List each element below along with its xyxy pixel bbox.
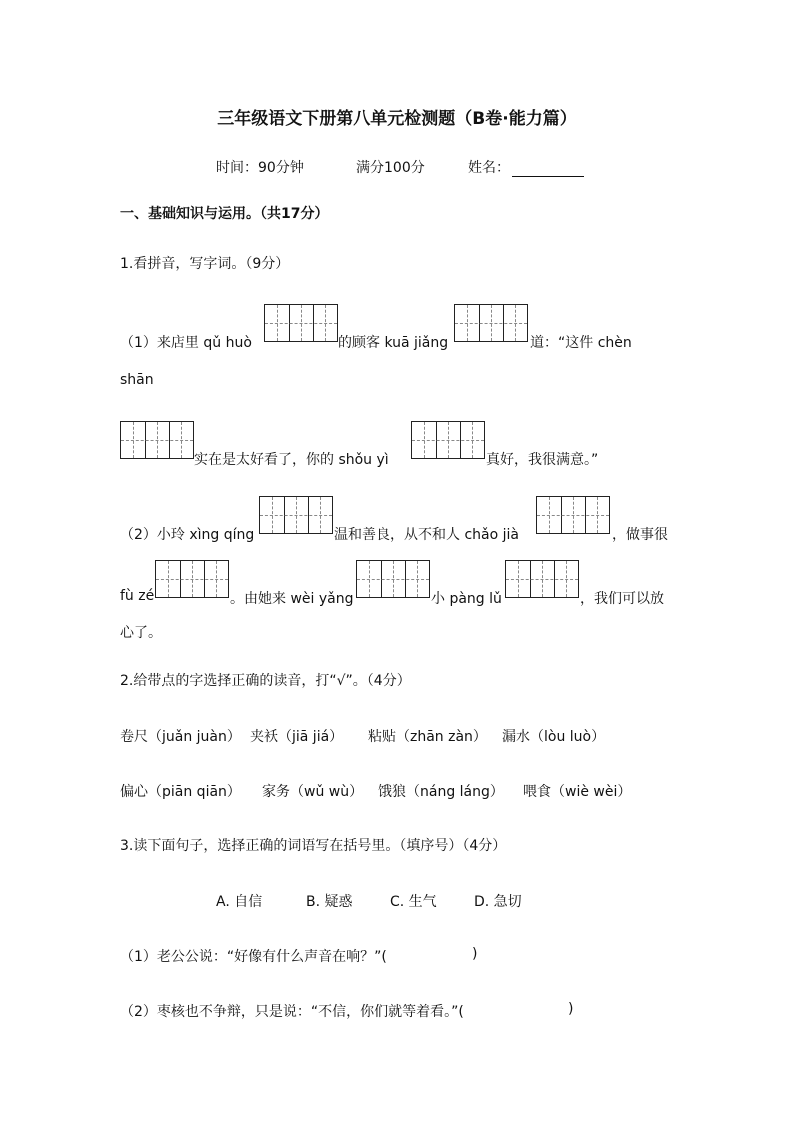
writing-grid[interactable] <box>259 496 333 534</box>
q3-option: B. 疑惑 <box>306 894 353 910</box>
q1-text: 温和善良，从不和人 chǎo jià <box>334 527 519 543</box>
writing-grid[interactable] <box>120 421 194 459</box>
q2-item[interactable]: 偏心（piān qiān） <box>120 784 241 800</box>
q2-item[interactable]: 饿狼（náng láng） <box>378 784 504 800</box>
q3-option: C. 生气 <box>390 894 437 910</box>
full-score-label: 满分100分 <box>356 160 425 176</box>
q1-text: （1）来店里 qǔ huò <box>120 335 252 351</box>
answer-paren-close: ) <box>568 1001 574 1017</box>
q1-text: 。由她来 wèi yǎng <box>230 591 354 607</box>
name-field <box>468 157 584 177</box>
q1-text: 实在是太好看了，你的 shǒu yì <box>194 452 389 468</box>
q1-text: 真好，我很满意。” <box>486 452 599 468</box>
q1-text: fù zé <box>120 588 155 604</box>
q2-item[interactable]: 漏水（lòu luò） <box>502 729 606 745</box>
q2-item[interactable]: 夹袄（jiā jiá） <box>250 729 344 745</box>
name-label: 姓名： <box>468 160 510 176</box>
answer-paren-close: ) <box>472 946 478 962</box>
q1-text: （2）小玲 xìng qíng <box>120 527 255 543</box>
name-blank <box>512 162 584 177</box>
q3-option: D. 急切 <box>474 894 522 910</box>
q2-heading: 2.给带点的字选择正确的读音，打“√”。（4分） <box>120 673 411 689</box>
q1-text: 心了。 <box>120 625 162 641</box>
q1-text: 道：“这件 chèn <box>530 335 632 351</box>
q1-text: ，我们可以放 <box>580 591 664 607</box>
q1-text: 的顾客 kuā jiǎng <box>338 335 449 351</box>
writing-grid[interactable] <box>411 421 485 459</box>
time-label: 时间：90分钟 <box>216 160 304 176</box>
q1-text: shān <box>120 372 154 388</box>
writing-grid[interactable] <box>155 560 229 598</box>
q1-text: ，做事很 <box>612 527 668 543</box>
q1-heading: 1.看拼音，写字词。（9分） <box>120 256 290 272</box>
writing-grid[interactable] <box>356 560 430 598</box>
q3-option: A. 自信 <box>216 894 263 910</box>
q2-item[interactable]: 家务（wǔ wù） <box>262 784 364 800</box>
writing-grid[interactable] <box>264 304 338 342</box>
writing-grid[interactable] <box>505 560 579 598</box>
page-title: 三年级语文下册第八单元检测题（B卷·能力篇） <box>217 109 577 129</box>
q2-item[interactable]: 喂食（wiè wèi） <box>523 784 632 800</box>
q2-item[interactable]: 卷尺（juǎn juàn） <box>120 729 241 745</box>
q3-heading: 3.读下面句子，选择正确的词语写在括号里。（填序号）（4分） <box>120 838 507 854</box>
q3-sentence: （1）老公公说：“好像有什么声音在响？”( <box>120 949 387 965</box>
q2-item[interactable]: 粘贴（zhān zàn） <box>368 729 487 745</box>
q1-text: 小 pàng lǔ <box>431 591 502 607</box>
writing-grid[interactable] <box>454 304 528 342</box>
q3-sentence: （2）枣核也不争辩，只是说：“不信，你们就等着看。”( <box>120 1004 464 1020</box>
section-1-heading: 一、基础知识与运用。（共17分） <box>120 206 329 222</box>
writing-grid[interactable] <box>536 496 610 534</box>
